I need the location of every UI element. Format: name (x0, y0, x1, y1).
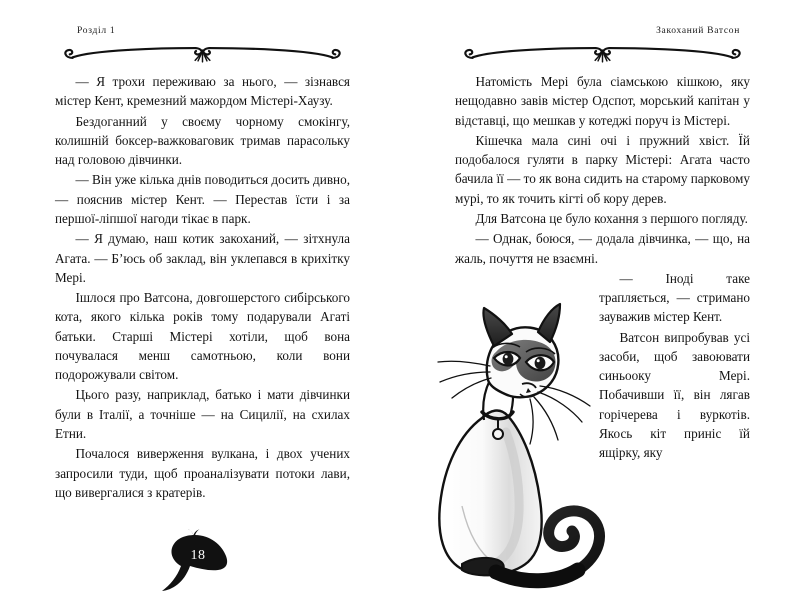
running-head-left: Розділ 1 (77, 26, 116, 36)
page-number: 18 (190, 548, 206, 563)
ornament-rule-left (55, 40, 350, 66)
paragraph: Почалося виверження вулкана, і двох учених запросили туди, щоб проаналізувати потоки лави, що вивергалися з кратерів. (55, 446, 350, 500)
right-page (400, 0, 800, 600)
paragraph: — Він уже кілька днів поводиться досить дивно, — пояснив містер Кент. — Перестав їсти і за першої-ліпшої нагоди тікає в парк. (55, 172, 350, 226)
running-head-right: Закоханий Ватсон (656, 26, 740, 36)
paragraph: Кішечка мала сині очі і пружний хвіст. Їй подобалося гуляти в парку Містері: Агата часто бачила її — то як вона сидить на старому парковому мурі, то як точить кігті об кору дерев. (455, 132, 750, 206)
paragraph: Бездоганний у своєму чорному смокінгу, колишній боксер-важковаговик тримав парасольку над головою дівчинки. (55, 113, 350, 168)
ornament-rule-right (455, 40, 750, 66)
paragraph: — Я трохи переживаю за нього, — зізнався містер Кент, кремезний мажордом Містері-Хаузу. (55, 74, 350, 109)
paragraph: — Однак, боюся, — додала дівчинка, — що, на жаль, почуття не взаємні. (455, 231, 750, 266)
right-page-body (455, 72, 750, 463)
paragraph: Цього разу, наприклад, батько і мати дівчинки були в Італії, а точніше — на Сицилії, на схилах Етни. (55, 387, 350, 442)
paragraph: — Я думаю, наш котик закоханий, — зітхнула Агата. — Б’юсь об заклад, він уклепався в крихітку Мері. (55, 231, 350, 285)
paragraph: — Іноді таке трапляється, — стримано зауважив містер Кент. (599, 270, 750, 325)
paragraph: Ватсон випробував усі засоби, щоб завоювати синьооку Мері. Побачивши її, він лягав горічерева і вуркотів. Якось кіт приніс їй ящірку, яку (599, 329, 750, 461)
paragraph: Для Ватсона це було кохання з першого погляду. (475, 210, 748, 226)
folio-left (0, 528, 400, 592)
paragraph: Ішлося про Ватсона, довгошерстого сибірського кота, якого кілька років тому подарували Агаті батьки. Старші Містері хотіли, щоб вона почувалася менш самотньою, коли вони подорожували світом. (55, 290, 350, 383)
left-page-body (55, 72, 350, 502)
folio-badge-shape (154, 528, 246, 592)
paragraph: Натомість Мері була сіамською кішкою, яку нещодавно завів містер Одспот, морський капітан у відставці, що мешкав у котеджі поруч із Містері. (455, 74, 750, 128)
illustration-text-wrap-spacer (417, 273, 593, 523)
